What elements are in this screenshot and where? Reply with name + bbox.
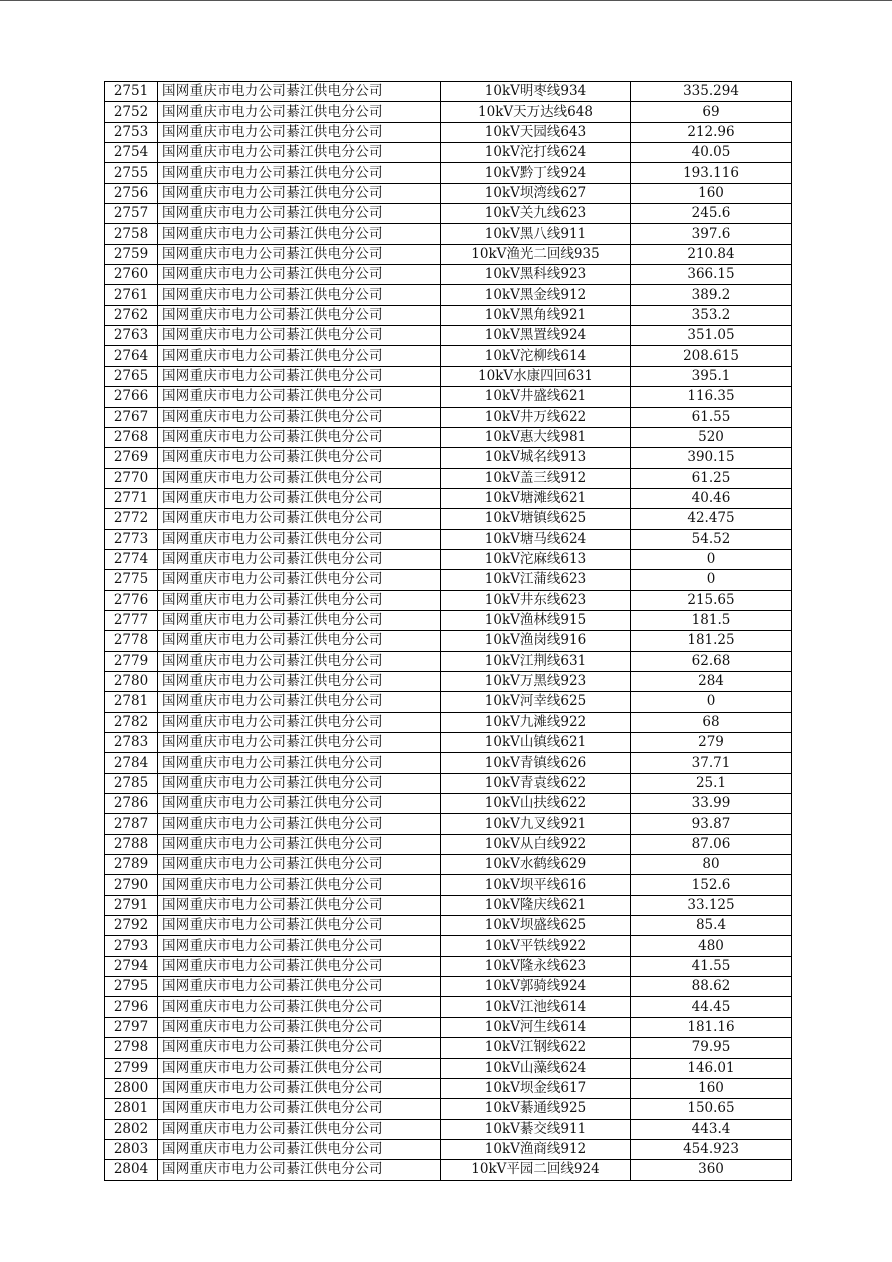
table-row: [105, 102, 792, 122]
row-number-cell: 2781: [105, 692, 158, 712]
line-name-cell: 10kV塘滩线621: [441, 488, 631, 508]
row-number-cell: 2759: [105, 244, 158, 264]
company-name-cell: 国网重庆市电力公司綦江供电分公司: [158, 1017, 441, 1037]
line-name-cell: 10kV平铁线922: [441, 936, 631, 956]
line-name-cell: 10kV平园二回线924: [441, 1160, 631, 1180]
table-row: [105, 285, 792, 305]
company-name-cell: 国网重庆市电力公司綦江供电分公司: [158, 794, 441, 814]
row-number-cell: 2772: [105, 509, 158, 529]
table-row: [105, 1017, 792, 1037]
value-cell: 54.52: [631, 529, 792, 549]
row-number-cell: 2792: [105, 916, 158, 936]
value-cell: 181.5: [631, 610, 792, 630]
row-number-cell: 2751: [105, 82, 158, 102]
company-name-cell: 国网重庆市电力公司綦江供电分公司: [158, 549, 441, 569]
value-cell: 353.2: [631, 305, 792, 325]
line-name-cell: 10kV綦通线925: [441, 1099, 631, 1119]
line-name-cell: 10kV渔商线912: [441, 1139, 631, 1159]
row-number-cell: 2765: [105, 366, 158, 386]
table-row: [105, 855, 792, 875]
row-number-cell: 2801: [105, 1099, 158, 1119]
company-name-cell: 国网重庆市电力公司綦江供电分公司: [158, 366, 441, 386]
table-row: [105, 692, 792, 712]
line-name-cell: 10kV江荆线631: [441, 651, 631, 671]
value-cell: 181.16: [631, 1017, 792, 1037]
table-row: [105, 712, 792, 732]
company-name-cell: 国网重庆市电力公司綦江供电分公司: [158, 875, 441, 895]
company-name-cell: 国网重庆市电力公司綦江供电分公司: [158, 102, 441, 122]
company-name-cell: 国网重庆市电力公司綦江供电分公司: [158, 183, 441, 203]
value-cell: 360: [631, 1160, 792, 1180]
table-row: [105, 265, 792, 285]
table-row: [105, 488, 792, 508]
row-number-cell: 2782: [105, 712, 158, 732]
table-row: [105, 1160, 792, 1180]
row-number-cell: 2787: [105, 814, 158, 834]
line-name-cell: 10kV惠大线981: [441, 427, 631, 447]
row-number-cell: 2788: [105, 834, 158, 854]
company-name-cell: 国网重庆市电力公司綦江供电分公司: [158, 570, 441, 590]
company-name-cell: 国网重庆市电力公司綦江供电分公司: [158, 1119, 441, 1139]
table-row: [105, 875, 792, 895]
table-row: [105, 143, 792, 163]
table-row: [105, 366, 792, 386]
table-row: [105, 895, 792, 915]
line-name-cell: 10kV山扶线622: [441, 794, 631, 814]
company-name-cell: 国网重庆市电力公司綦江供电分公司: [158, 163, 441, 183]
value-cell: 210.84: [631, 244, 792, 264]
value-cell: 397.6: [631, 224, 792, 244]
row-number-cell: 2786: [105, 794, 158, 814]
company-name-cell: 国网重庆市电力公司綦江供电分公司: [158, 631, 441, 651]
value-cell: 0: [631, 570, 792, 590]
table-row: [105, 204, 792, 224]
table-row: [105, 122, 792, 142]
company-name-cell: 国网重庆市电力公司綦江供电分公司: [158, 855, 441, 875]
table-row: [105, 183, 792, 203]
company-name-cell: 国网重庆市电力公司綦江供电分公司: [158, 265, 441, 285]
row-number-cell: 2752: [105, 102, 158, 122]
line-name-cell: 10kV沱柳线614: [441, 346, 631, 366]
value-cell: 160: [631, 183, 792, 203]
company-name-cell: 国网重庆市电力公司綦江供电分公司: [158, 488, 441, 508]
table-row: [105, 326, 792, 346]
table-row: [105, 834, 792, 854]
company-name-cell: 国网重庆市电力公司綦江供电分公司: [158, 997, 441, 1017]
value-cell: 41.55: [631, 956, 792, 976]
table-row: [105, 631, 792, 651]
line-name-cell: 10kV渔光二回线935: [441, 244, 631, 264]
value-cell: 42.475: [631, 509, 792, 529]
company-name-cell: 国网重庆市电力公司綦江供电分公司: [158, 448, 441, 468]
company-name-cell: 国网重庆市电力公司綦江供电分公司: [158, 1078, 441, 1098]
company-name-cell: 国网重庆市电力公司綦江供电分公司: [158, 509, 441, 529]
table-row: [105, 82, 792, 102]
value-cell: 520: [631, 427, 792, 447]
company-name-cell: 国网重庆市电力公司綦江供电分公司: [158, 733, 441, 753]
line-name-cell: 10kV城名线913: [441, 448, 631, 468]
row-number-cell: 2766: [105, 387, 158, 407]
company-name-cell: 国网重庆市电力公司綦江供电分公司: [158, 834, 441, 854]
value-cell: 390.15: [631, 448, 792, 468]
company-name-cell: 国网重庆市电力公司綦江供电分公司: [158, 936, 441, 956]
company-name-cell: 国网重庆市电力公司綦江供电分公司: [158, 427, 441, 447]
row-number-cell: 2771: [105, 488, 158, 508]
value-cell: 116.35: [631, 387, 792, 407]
line-name-cell: 10kV山镇线621: [441, 733, 631, 753]
table-row: [105, 1139, 792, 1159]
company-name-cell: 国网重庆市电力公司綦江供电分公司: [158, 204, 441, 224]
line-name-cell: 10kV关九线623: [441, 204, 631, 224]
row-number-cell: 2793: [105, 936, 158, 956]
company-name-cell: 国网重庆市电力公司綦江供电分公司: [158, 82, 441, 102]
line-name-cell: 10kV黔丁线924: [441, 163, 631, 183]
table-row: [105, 956, 792, 976]
value-cell: 480: [631, 936, 792, 956]
company-name-cell: 国网重庆市电力公司綦江供电分公司: [158, 671, 441, 691]
row-number-cell: 2796: [105, 997, 158, 1017]
line-name-cell: 10kV九叉线921: [441, 814, 631, 834]
line-name-cell: 10kV盖三线912: [441, 468, 631, 488]
company-name-cell: 国网重庆市电力公司綦江供电分公司: [158, 244, 441, 264]
value-cell: 181.25: [631, 631, 792, 651]
table-row: [105, 671, 792, 691]
row-number-cell: 2769: [105, 448, 158, 468]
row-number-cell: 2756: [105, 183, 158, 203]
value-cell: 146.01: [631, 1058, 792, 1078]
line-name-cell: 10kV黑角线921: [441, 305, 631, 325]
value-cell: 335.294: [631, 82, 792, 102]
row-number-cell: 2774: [105, 549, 158, 569]
value-cell: 80: [631, 855, 792, 875]
line-name-cell: 10kV河生线614: [441, 1017, 631, 1037]
line-name-cell: 10kV綦交线911: [441, 1119, 631, 1139]
company-name-cell: 国网重庆市电力公司綦江供电分公司: [158, 468, 441, 488]
table-row: [105, 814, 792, 834]
line-name-cell: 10kV水鹤线629: [441, 855, 631, 875]
row-number-cell: 2762: [105, 305, 158, 325]
value-cell: 212.96: [631, 122, 792, 142]
row-number-cell: 2798: [105, 1038, 158, 1058]
line-name-cell: 10kV隆庆线621: [441, 895, 631, 915]
table-row: [105, 997, 792, 1017]
company-name-cell: 国网重庆市电力公司綦江供电分公司: [158, 773, 441, 793]
row-number-cell: 2804: [105, 1160, 158, 1180]
table-row: [105, 163, 792, 183]
line-name-cell: 10kV万黑线923: [441, 671, 631, 691]
line-name-cell: 10kV河幸线625: [441, 692, 631, 712]
value-cell: 0: [631, 549, 792, 569]
company-name-cell: 国网重庆市电力公司綦江供电分公司: [158, 814, 441, 834]
value-cell: 62.68: [631, 651, 792, 671]
line-name-cell: 10kV天万达线648: [441, 102, 631, 122]
value-cell: 351.05: [631, 326, 792, 346]
value-cell: 79.95: [631, 1038, 792, 1058]
line-name-cell: 10kV坝平线616: [441, 875, 631, 895]
company-name-cell: 国网重庆市电力公司綦江供电分公司: [158, 224, 441, 244]
company-name-cell: 国网重庆市电力公司綦江供电分公司: [158, 956, 441, 976]
table-row: [105, 244, 792, 264]
table-row: [105, 1038, 792, 1058]
value-cell: 150.65: [631, 1099, 792, 1119]
table-row: [105, 305, 792, 325]
value-cell: 69: [631, 102, 792, 122]
row-number-cell: 2789: [105, 855, 158, 875]
line-name-cell: 10kV渔林线915: [441, 610, 631, 630]
company-name-cell: 国网重庆市电力公司綦江供电分公司: [158, 346, 441, 366]
value-cell: 93.87: [631, 814, 792, 834]
row-number-cell: 2776: [105, 590, 158, 610]
value-cell: 284: [631, 671, 792, 691]
row-number-cell: 2800: [105, 1078, 158, 1098]
row-number-cell: 2754: [105, 143, 158, 163]
value-cell: 61.55: [631, 407, 792, 427]
line-name-cell: 10kV塘镇线625: [441, 509, 631, 529]
table-row: [105, 794, 792, 814]
line-name-cell: 10kV郭骑线924: [441, 977, 631, 997]
value-cell: 87.06: [631, 834, 792, 854]
table-row: [105, 468, 792, 488]
value-cell: 245.6: [631, 204, 792, 224]
row-number-cell: 2761: [105, 285, 158, 305]
line-name-cell: 10kV沱打线624: [441, 143, 631, 163]
value-cell: 37.71: [631, 753, 792, 773]
row-number-cell: 2784: [105, 753, 158, 773]
row-number-cell: 2767: [105, 407, 158, 427]
table-row: [105, 1078, 792, 1098]
value-cell: 208.615: [631, 346, 792, 366]
table-row: [105, 509, 792, 529]
line-name-cell: 10kV明枣线934: [441, 82, 631, 102]
company-name-cell: 国网重庆市电力公司綦江供电分公司: [158, 610, 441, 630]
line-name-cell: 10kV渔岗线916: [441, 631, 631, 651]
value-cell: 0: [631, 692, 792, 712]
company-name-cell: 国网重庆市电力公司綦江供电分公司: [158, 977, 441, 997]
value-cell: 152.6: [631, 875, 792, 895]
line-name-cell: 10kV从白线922: [441, 834, 631, 854]
table-row: [105, 977, 792, 997]
table-row: [105, 549, 792, 569]
company-name-cell: 国网重庆市电力公司綦江供电分公司: [158, 143, 441, 163]
value-cell: 33.99: [631, 794, 792, 814]
line-name-cell: 10kV黑置线924: [441, 326, 631, 346]
data-table: [104, 81, 792, 1181]
line-name-cell: 10kV黑金线912: [441, 285, 631, 305]
company-name-cell: 国网重庆市电力公司綦江供电分公司: [158, 1038, 441, 1058]
line-name-cell: 10kV黑八线911: [441, 224, 631, 244]
table-row: [105, 753, 792, 773]
company-name-cell: 国网重庆市电力公司綦江供电分公司: [158, 285, 441, 305]
table-row: [105, 529, 792, 549]
company-name-cell: 国网重庆市电力公司綦江供电分公司: [158, 1058, 441, 1078]
line-name-cell: 10kV九滩线922: [441, 712, 631, 732]
row-number-cell: 2791: [105, 895, 158, 915]
value-cell: 44.45: [631, 997, 792, 1017]
row-number-cell: 2803: [105, 1139, 158, 1159]
row-number-cell: 2780: [105, 671, 158, 691]
line-name-cell: 10kV江蒲线623: [441, 570, 631, 590]
company-name-cell: 国网重庆市电力公司綦江供电分公司: [158, 753, 441, 773]
table-row: [105, 448, 792, 468]
row-number-cell: 2768: [105, 427, 158, 447]
row-number-cell: 2770: [105, 468, 158, 488]
row-number-cell: 2758: [105, 224, 158, 244]
row-number-cell: 2783: [105, 733, 158, 753]
line-name-cell: 10kV江钢线622: [441, 1038, 631, 1058]
company-name-cell: 国网重庆市电力公司綦江供电分公司: [158, 1139, 441, 1159]
row-number-cell: 2794: [105, 956, 158, 976]
company-name-cell: 国网重庆市电力公司綦江供电分公司: [158, 122, 441, 142]
row-number-cell: 2753: [105, 122, 158, 142]
row-number-cell: 2790: [105, 875, 158, 895]
value-cell: 160: [631, 1078, 792, 1098]
table-row: [105, 387, 792, 407]
value-cell: 215.65: [631, 590, 792, 610]
row-number-cell: 2763: [105, 326, 158, 346]
table-row: [105, 651, 792, 671]
value-cell: 25.1: [631, 773, 792, 793]
row-number-cell: 2797: [105, 1017, 158, 1037]
row-number-cell: 2802: [105, 1119, 158, 1139]
row-number-cell: 2777: [105, 610, 158, 630]
value-cell: 395.1: [631, 366, 792, 386]
company-name-cell: 国网重庆市电力公司綦江供电分公司: [158, 305, 441, 325]
row-number-cell: 2773: [105, 529, 158, 549]
line-name-cell: 10kV江池线614: [441, 997, 631, 1017]
line-name-cell: 10kV黑科线923: [441, 265, 631, 285]
company-name-cell: 国网重庆市电力公司綦江供电分公司: [158, 387, 441, 407]
line-name-cell: 10kV青袁线622: [441, 773, 631, 793]
line-name-cell: 10kV井盛线621: [441, 387, 631, 407]
line-name-cell: 10kV山藻线624: [441, 1058, 631, 1078]
table-row: [105, 1099, 792, 1119]
company-name-cell: 国网重庆市电力公司綦江供电分公司: [158, 407, 441, 427]
table-row: [105, 936, 792, 956]
value-cell: 389.2: [631, 285, 792, 305]
line-name-cell: 10kV隆永线623: [441, 956, 631, 976]
row-number-cell: 2757: [105, 204, 158, 224]
company-name-cell: 国网重庆市电力公司綦江供电分公司: [158, 916, 441, 936]
company-name-cell: 国网重庆市电力公司綦江供电分公司: [158, 529, 441, 549]
row-number-cell: 2785: [105, 773, 158, 793]
company-name-cell: 国网重庆市电力公司綦江供电分公司: [158, 1099, 441, 1119]
table-row: [105, 224, 792, 244]
table-row: [105, 610, 792, 630]
company-name-cell: 国网重庆市电力公司綦江供电分公司: [158, 651, 441, 671]
company-name-cell: 国网重庆市电力公司綦江供电分公司: [158, 895, 441, 915]
table-row: [105, 570, 792, 590]
line-name-cell: 10kV青镇线626: [441, 753, 631, 773]
row-number-cell: 2778: [105, 631, 158, 651]
table-row: [105, 733, 792, 753]
table-row: [105, 346, 792, 366]
table-row: [105, 916, 792, 936]
line-name-cell: 10kV沱麻线613: [441, 549, 631, 569]
value-cell: 193.116: [631, 163, 792, 183]
table-row: [105, 590, 792, 610]
page-top-border: [0, 0, 892, 1]
line-name-cell: 10kV天园线643: [441, 122, 631, 142]
table-row: [105, 427, 792, 447]
row-number-cell: 2799: [105, 1058, 158, 1078]
line-name-cell: 10kV坝湾线627: [441, 183, 631, 203]
line-name-cell: 10kV井万线622: [441, 407, 631, 427]
table-row: [105, 1058, 792, 1078]
row-number-cell: 2795: [105, 977, 158, 997]
value-cell: 33.125: [631, 895, 792, 915]
value-cell: 40.05: [631, 143, 792, 163]
company-name-cell: 国网重庆市电力公司綦江供电分公司: [158, 590, 441, 610]
row-number-cell: 2779: [105, 651, 158, 671]
value-cell: 443.4: [631, 1119, 792, 1139]
line-name-cell: 10kV井东线623: [441, 590, 631, 610]
value-cell: 366.15: [631, 265, 792, 285]
table-row: [105, 1119, 792, 1139]
company-name-cell: 国网重庆市电力公司綦江供电分公司: [158, 326, 441, 346]
row-number-cell: 2775: [105, 570, 158, 590]
table-body: [105, 82, 792, 1181]
value-cell: 85.4: [631, 916, 792, 936]
value-cell: 40.46: [631, 488, 792, 508]
value-cell: 279: [631, 733, 792, 753]
table-row: [105, 773, 792, 793]
value-cell: 68: [631, 712, 792, 732]
table-row: [105, 407, 792, 427]
row-number-cell: 2764: [105, 346, 158, 366]
line-name-cell: 10kV水康四回631: [441, 366, 631, 386]
line-name-cell: 10kV塘马线624: [441, 529, 631, 549]
line-name-cell: 10kV坝金线617: [441, 1078, 631, 1098]
company-name-cell: 国网重庆市电力公司綦江供电分公司: [158, 712, 441, 732]
row-number-cell: 2760: [105, 265, 158, 285]
row-number-cell: 2755: [105, 163, 158, 183]
company-name-cell: 国网重庆市电力公司綦江供电分公司: [158, 1160, 441, 1180]
value-cell: 88.62: [631, 977, 792, 997]
line-name-cell: 10kV坝盛线625: [441, 916, 631, 936]
value-cell: 454.923: [631, 1139, 792, 1159]
company-name-cell: 国网重庆市电力公司綦江供电分公司: [158, 692, 441, 712]
value-cell: 61.25: [631, 468, 792, 488]
